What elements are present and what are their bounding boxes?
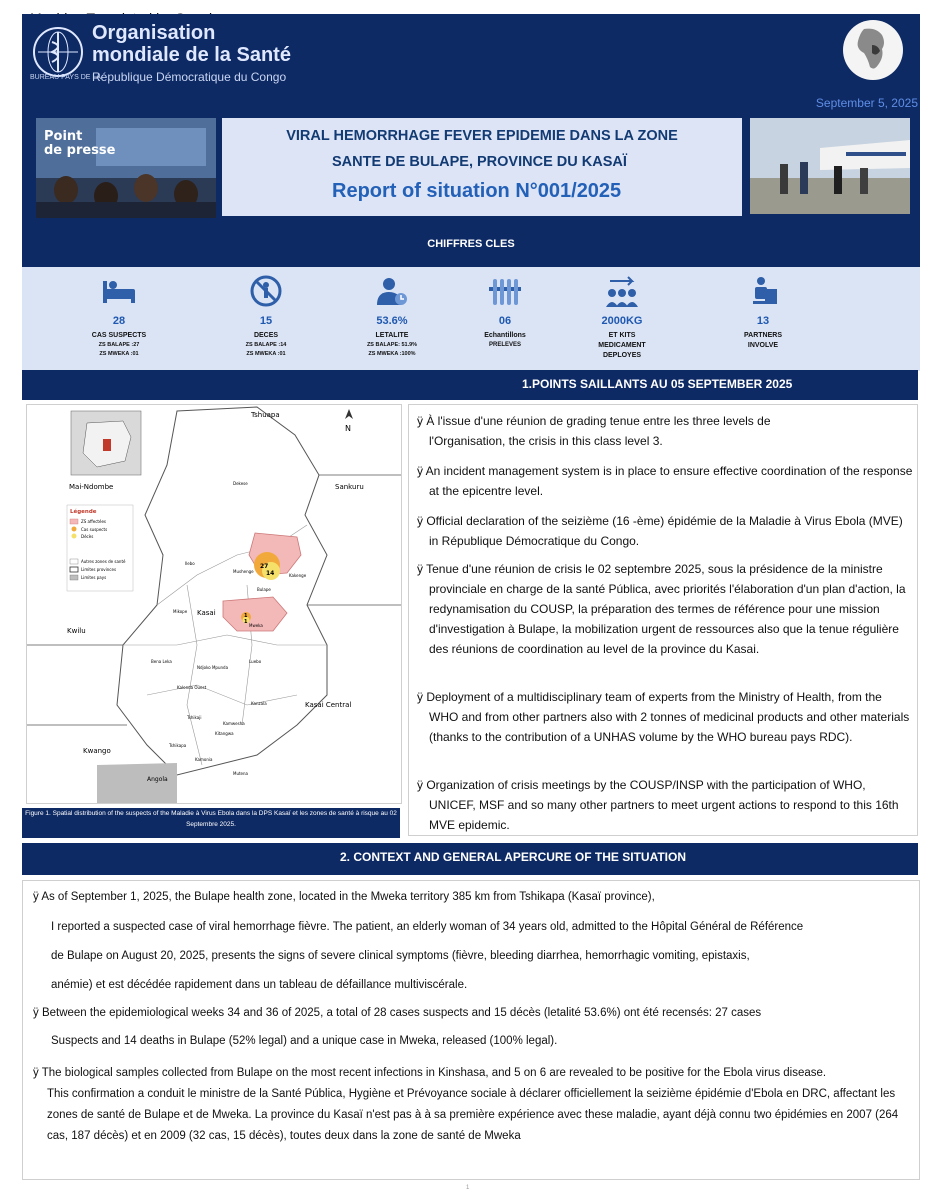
- context-paragraph-line: zones de santé de Bulape et de Mweka. La province du Kasaï n'est pas à à sa première expérience avec these maladie, ayant déjà connu two épidémies en 2007 (264: [47, 1109, 899, 1121]
- press-conference-photo: [36, 118, 216, 218]
- highlight-line: redynamisation du COUSP, la préparation des termes de référence pour une mission: [429, 602, 880, 616]
- zone-label: Bena Leka: [151, 659, 172, 664]
- context-section: [22, 880, 920, 1180]
- zone-label: Ilebo: [185, 561, 195, 566]
- org-name-line1: Organisation: [92, 22, 216, 44]
- office-label: BUREAU PAYS DE LA: [30, 74, 101, 81]
- key-figures-panel: [22, 267, 920, 371]
- legend-item: Autres zones de santé: [81, 559, 126, 564]
- zone-label: Tshikaji: [187, 715, 202, 720]
- zone-label: Ndjoko Mpunda: [197, 665, 229, 670]
- map-legend: [67, 505, 133, 591]
- highlight-line: provinciale en charge de la santé Públic​a, avec priorités l'élaboration d'un plan d'action, la: [429, 582, 906, 596]
- stat-label: CAS SUSPECTS: [91, 332, 147, 339]
- airplane-deployment-photo: [750, 118, 910, 214]
- stat-label2: MEDICAMENT: [598, 342, 646, 350]
- context-paragraph-line: [33, 1007, 761, 1019]
- stat-label: LETALITE: [375, 332, 409, 339]
- stat-suspected-cases: [71, 275, 167, 359]
- highlight-item: [417, 775, 899, 835]
- key-figures-heading: CHIFFRES CLES: [427, 238, 515, 250]
- report-header: [22, 14, 920, 267]
- highlight-line: An incident management system is in place to ensure effective coordination of the response: [425, 464, 913, 478]
- highlight-line: in République Démocratique du Congo.: [429, 534, 640, 548]
- map-label-kasai-central: Kasai Central: [305, 701, 352, 709]
- zone-label: Kalonda Ouest: [177, 685, 207, 690]
- zone-label: Bulape: [257, 587, 271, 592]
- kasai-map: [27, 405, 401, 803]
- section2-bar: [22, 843, 918, 875]
- country-label: République Démocratique du Congo: [92, 70, 287, 84]
- stat-sub1: ZS BALAPE :14: [245, 342, 287, 349]
- stat-label2: PRELEVES: [488, 342, 521, 349]
- stat-label2: INVOLVE: [747, 342, 779, 350]
- highlight-line: des réunions de coordination au level de la province du Kasai.: [429, 642, 760, 656]
- context-text: The biological samples collected from Bulape on the most recent infections in Kinshasa, and 5 on 6 are revealed to be positive for the Ebola virus disease.: [41, 1067, 827, 1079]
- highlight-line: l'Organisation, the crisis in this class level 3.: [429, 434, 663, 448]
- bullet-glyph: ÿ: [417, 690, 423, 704]
- stat-label: PARTNERS: [744, 332, 782, 339]
- highlight-item: [417, 559, 906, 659]
- section2-title: 2. CONTEXT AND GENERAL APERCURE OF THE SITUATION: [340, 850, 687, 864]
- context-paragraph-line: Suspects and 14 deaths in Bulape (52% legal) and a unique case in Mweka, released (100% legal).: [51, 1035, 558, 1047]
- context-paragraph-line: de Bulape on August 20, 2025, presents the signs of severe clinical symptoms (fièvre, bleeding diarrhea, hemorrhagic vomiting, epistaxis,: [51, 950, 750, 962]
- stat-deaths: [218, 275, 314, 359]
- zone-label: Kamwesha: [223, 721, 245, 726]
- zone-label: Tshikapa: [169, 743, 187, 748]
- report-date: September 5, 2025: [815, 96, 918, 110]
- map-label-mai-ndombe: Mai-Ndombe: [69, 483, 114, 491]
- map-label-angola: Angola: [147, 776, 168, 783]
- highlight-line: Deployment of a multidisciplinary team of experts from the Ministry of Health, from the: [426, 690, 882, 704]
- highlight-line: Organization of crisis meetings by the COUSP/INSP with the participation of WHO,: [426, 778, 866, 792]
- hospital-bed-icon: [101, 275, 137, 307]
- death-icon: [248, 275, 284, 307]
- stat-value: 2000KG: [601, 315, 643, 327]
- map-count-deaths-bulape: 14: [266, 570, 275, 577]
- highlight-line: À l'issue d'une réunion de grading tenue entre les three levels de: [426, 414, 771, 428]
- legend-item: Décès: [81, 534, 94, 539]
- north-label: N: [345, 424, 351, 433]
- highlight-line: d'investigation à Bulape, la mobilization urgent de ressources also que la tenue régulière: [429, 622, 899, 636]
- partner-icon: [745, 275, 781, 307]
- bullet-glyph: ÿ: [417, 464, 423, 478]
- zone-label: Mikope: [173, 609, 188, 614]
- highlight-item: [417, 687, 909, 747]
- title-line1: VIRAL HEMORRHAGE FEVER EPIDEMIE DANS LA ZONE: [286, 128, 678, 144]
- context-paragraph-line: This confirmation a conduit le ministre de la Santé Públic​a, Hygiène et Prévoyance sociale à déclarer officiellement la seizième épidémie d'Ebola en DRC, affectant les: [47, 1088, 896, 1100]
- stat-sub2: ZS MWEKA :01: [99, 350, 139, 357]
- person-stats-icon: [374, 275, 410, 307]
- highlight-line: (thanks to the contribution of a UNHAS volume by the WHO bureau pays RDC).: [429, 730, 853, 744]
- map-label-sankuru: Sankuru: [335, 483, 364, 491]
- legend-title: Légende: [70, 509, 97, 515]
- org-name-line2: mondiale de la Santé: [92, 44, 291, 66]
- map-label-tshuapa: Tshuapa: [251, 411, 280, 419]
- stat-sub2: ZS MWEKA :100%: [368, 350, 416, 357]
- bullet-glyph: ÿ: [417, 414, 423, 428]
- stat-label: Echantillons: [484, 332, 526, 339]
- stat-value: 53.6%: [376, 315, 408, 327]
- photo-text-line1: Point: [44, 129, 83, 144]
- context-paragraph-line: [33, 1067, 826, 1079]
- report-title-box: [222, 118, 742, 216]
- zone-label: Kakenge: [289, 573, 307, 578]
- stat-lethality: [344, 275, 440, 359]
- context-paragraph-line: cas, 187 décès) et en 2009 (32 cas, 15 décès), toutes deux dans la zone de santé de Mweka: [47, 1130, 521, 1142]
- bullet-glyph: ÿ: [33, 891, 39, 903]
- highlight-line: WHO and from other partners also with 2 tonnes of medicinal products and other materials: [429, 710, 910, 724]
- zone-label: Kanzala: [251, 701, 267, 706]
- stat-partners: [715, 275, 811, 351]
- test-tubes-icon: [487, 275, 523, 307]
- highlight-line: Official declaration of the seizième (16 -ème) épidémie de la Maladie à Virus Ebola (MVE): [426, 514, 903, 528]
- legend-item: Cas suspects: [81, 527, 108, 532]
- map-label-kwilu: Kwilu: [67, 627, 86, 635]
- stat-value: 06: [498, 315, 512, 327]
- stat-value: 15: [259, 315, 273, 327]
- map-count-deaths-mweka: 1: [244, 619, 248, 625]
- legend-item: Limites pays: [81, 575, 107, 580]
- bullet-glyph: ÿ: [417, 562, 423, 576]
- photo-text-line2: de presse: [44, 143, 116, 158]
- highlight-line: MVE epidemic.: [429, 818, 510, 832]
- bullet-glyph: ÿ: [33, 1067, 39, 1079]
- map-count-cases-mweka: 1: [244, 613, 248, 619]
- map-count-cases-bulape: 27: [260, 563, 269, 570]
- stat-sub1: ZS BALAPE :27: [98, 342, 140, 349]
- stat-samples: [457, 275, 553, 351]
- map-label-kwango: Kwango: [83, 747, 111, 755]
- zone-label: Dekese: [233, 481, 248, 486]
- stat-value: 28: [112, 315, 126, 327]
- zone-label: Kitangwa: [215, 731, 234, 736]
- bullet-glyph: ÿ: [33, 1007, 39, 1019]
- page-number: 1: [466, 1185, 470, 1191]
- stat-sub2: ZS MWEKA :01: [246, 350, 286, 357]
- zone-label: Mutena: [233, 771, 249, 776]
- highlight-line: at the epicentre level.: [429, 484, 544, 498]
- title-line2: SANTE DE BULAPE, PROVINCE DU KASAÏ: [332, 154, 627, 170]
- africa-globe-icon: [842, 19, 904, 81]
- context-paragraph-line: I reported a suspected case of viral hemorrhage fièvre. The patient, an elderly woman of 34 years old, admitted to the Hôpital Général de Référence: [51, 921, 804, 933]
- highlights-list: [408, 404, 918, 836]
- zone-label: Luebo: [249, 659, 262, 664]
- who-emblem-icon: [30, 24, 86, 80]
- context-paragraph-line: [33, 891, 655, 903]
- highlight-line: UNICEF, MSF and so many other partners to meet urgent actions to respond to this 16th: [429, 798, 899, 812]
- stat-label: ET KITS: [608, 332, 636, 339]
- section1-bar: [22, 370, 918, 400]
- stat-supplies: [574, 275, 670, 361]
- legend-item: ZS affectées: [81, 519, 106, 524]
- outbreak-map: [26, 404, 402, 804]
- stat-label: DECES: [253, 332, 279, 339]
- stat-label3: DEPLOYES: [602, 352, 642, 360]
- context-text: Between the epidemiological weeks 34 and 36 of 2025, a total of 28 cases suspects and 15 décès (letalité 53.6%) ont été recensés: 27 cases: [41, 1007, 762, 1019]
- zone-label: Mweka: [249, 623, 263, 628]
- highlight-item: [417, 511, 903, 551]
- stat-value: 13: [756, 315, 770, 327]
- highlight-line: Tenue d'une réunion de crisis le 02 septembre 2025, sous la présidence de la ministre: [426, 562, 883, 576]
- map-label-kasai: Kasai: [197, 609, 216, 617]
- context-text: As of September 1, 2025, the Bulape health zone, located in the Mweka territory 385 km from Tshikapa (Kasaï province),: [41, 891, 655, 903]
- legend-item: Limites provinces: [81, 567, 117, 572]
- report-number-title: Report of situation N°001/2025: [332, 180, 622, 202]
- angola-region: [97, 763, 177, 803]
- bullet-glyph: ÿ: [417, 778, 423, 792]
- highlight-item: [417, 411, 771, 451]
- context-paragraph-line: anémie) et est décédée rapidement dans un tableau de défaillance multiviscérale.: [51, 979, 468, 991]
- highlight-item: [417, 461, 912, 501]
- bullet-glyph: ÿ: [417, 514, 423, 528]
- delivery-icon: [604, 275, 640, 307]
- stat-sub1: ZS BALAPE: 51.9%: [366, 342, 418, 349]
- section1-title: 1.POINTS SAILLANTS AU 05 SEPTEMBER 2025: [522, 377, 793, 391]
- figure-caption: Figure 1. Spatial distribution of the suspects of the Maladie à Virus Ebola dans la DPS Kasaï et les zones de santé à risque au 02 Septembre 2025.: [22, 808, 400, 838]
- zone-label: Mushenge: [233, 569, 254, 574]
- zone-label: Kamonia: [195, 757, 213, 762]
